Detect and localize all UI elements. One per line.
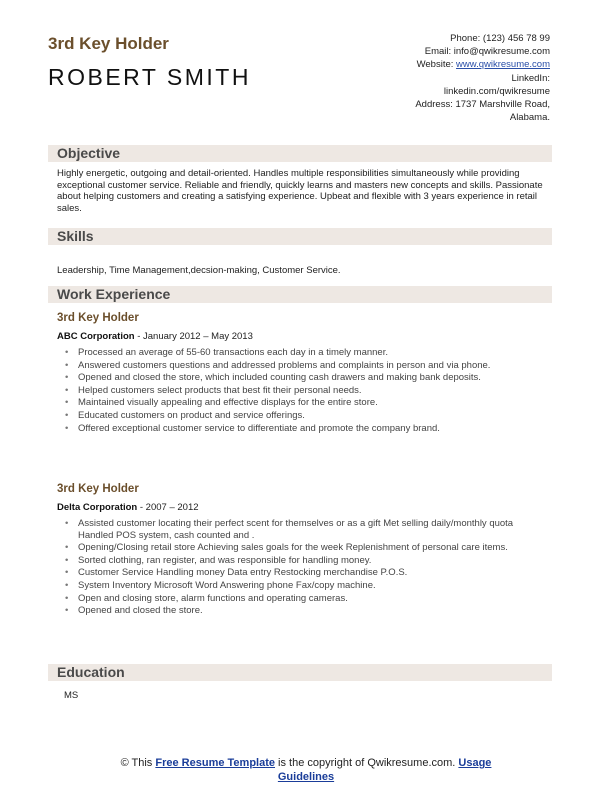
job-2-bullets xyxy=(63,518,543,618)
objective-heading: Objective xyxy=(57,145,121,161)
list-item: • System Inventory Microsoft Word Answering phone Fax/copy machine. xyxy=(63,580,543,592)
contact-email: Email: info@qwikresume.com xyxy=(424,46,550,58)
contact-phone: Phone: (123) 456 78 99 xyxy=(450,33,550,44)
list-item: • Educated customers on product and service offerings. xyxy=(63,410,543,422)
education-section-header xyxy=(48,664,552,681)
contact-linkedin-label: LinkedIn: xyxy=(511,72,550,84)
list-item: • Sorted clothing, ran register, and was responsible for handling money. xyxy=(63,555,543,567)
list-item: • Opening/Closing retail store Achieving sales goals for the week Replenishment of personal care items. xyxy=(63,542,543,554)
contact-block xyxy=(310,32,550,124)
job-1-title: 3rd Key Holder xyxy=(57,312,139,324)
skills-text: Leadership, Time Management,decsion-making, Customer Service. xyxy=(57,265,341,276)
header-job-title: 3rd Key Holder xyxy=(48,34,169,53)
list-item: • Assisted customer locating their perfect scent for themselves or as a gift Met selling daily/monthly quota Handled POS system, cash counted and . xyxy=(63,518,543,541)
website-label: Website: xyxy=(416,59,457,71)
skills-section-header xyxy=(48,228,552,245)
list-item: • Processed an average of 55-60 transactions each day in a timely manner. xyxy=(63,347,543,359)
website-link[interactable]: www.qwikresume.com xyxy=(456,59,550,71)
skills-heading: Skills xyxy=(57,228,94,244)
job-2-title: 3rd Key Holder xyxy=(57,483,139,495)
contact-linkedin-url: linkedin.com/qwikresume xyxy=(443,85,550,97)
list-item: • Open and closing store, alarm functions and operating cameras. xyxy=(63,593,543,605)
candidate-name: ROBERT SMITH xyxy=(48,64,251,90)
job-2-company-line xyxy=(57,502,199,513)
list-item: • Opened and closed the store. xyxy=(63,605,543,617)
education-heading: Education xyxy=(57,664,125,680)
contact-website xyxy=(310,58,550,71)
list-item: • Maintained visually appealing and effective displays for the entire store. xyxy=(63,397,543,409)
job-1-bullets xyxy=(63,347,543,435)
education-text: MS xyxy=(64,690,79,701)
job-2-company: Delta Corporation xyxy=(57,502,138,513)
work-section-header xyxy=(48,286,552,303)
contact-address-line2: Alabama. xyxy=(509,112,550,124)
work-heading: Work Experience xyxy=(57,286,171,302)
copyright-footer xyxy=(0,756,612,784)
free-resume-template-link[interactable]: Free Resume Template xyxy=(155,757,275,769)
footer-middle: is the copyright of Qwikresume.com. xyxy=(275,757,459,769)
job-2-dates: - 2007 – 2012 xyxy=(137,502,199,513)
usage-guidelines-link-part2[interactable]: Guidelines xyxy=(277,771,335,783)
list-item: • Answered customers questions and addressed problems and complaints in person and via phone. xyxy=(63,360,543,372)
list-item: • Opened and closed the store, which included counting cash drawers and making bank deposits. xyxy=(63,372,543,384)
list-item: • Offered exceptional customer service to differentiate and promote the company brand. xyxy=(63,423,543,435)
usage-guidelines-link-part1[interactable]: Usage xyxy=(458,757,492,769)
job-1-company-line xyxy=(57,331,253,342)
job-1-dates: - January 2012 – May 2013 xyxy=(134,331,253,342)
list-item: • Customer Service Handling money Data entry Restocking merchandise P.O.S. xyxy=(63,567,543,579)
list-item: • Helped customers select products that best fit their personal needs. xyxy=(63,385,543,397)
objective-section-header xyxy=(48,145,552,162)
job-1-company: ABC Corporation xyxy=(57,331,135,342)
footer-prefix: © This xyxy=(120,757,156,769)
objective-text: Highly energetic, outgoing and detail-oriented. Handles multiple responsibilities simultaneously while providing exceptional customer service. Reliable and friendly, quickly learns and masters new concepts and skills. Passionate about helping customers and creating a satisfying experience. Upbeat and flexible with 3 years experience in retail sales. xyxy=(57,168,543,214)
contact-address-line1: Address: 1737 Marshville Road, xyxy=(415,99,550,111)
